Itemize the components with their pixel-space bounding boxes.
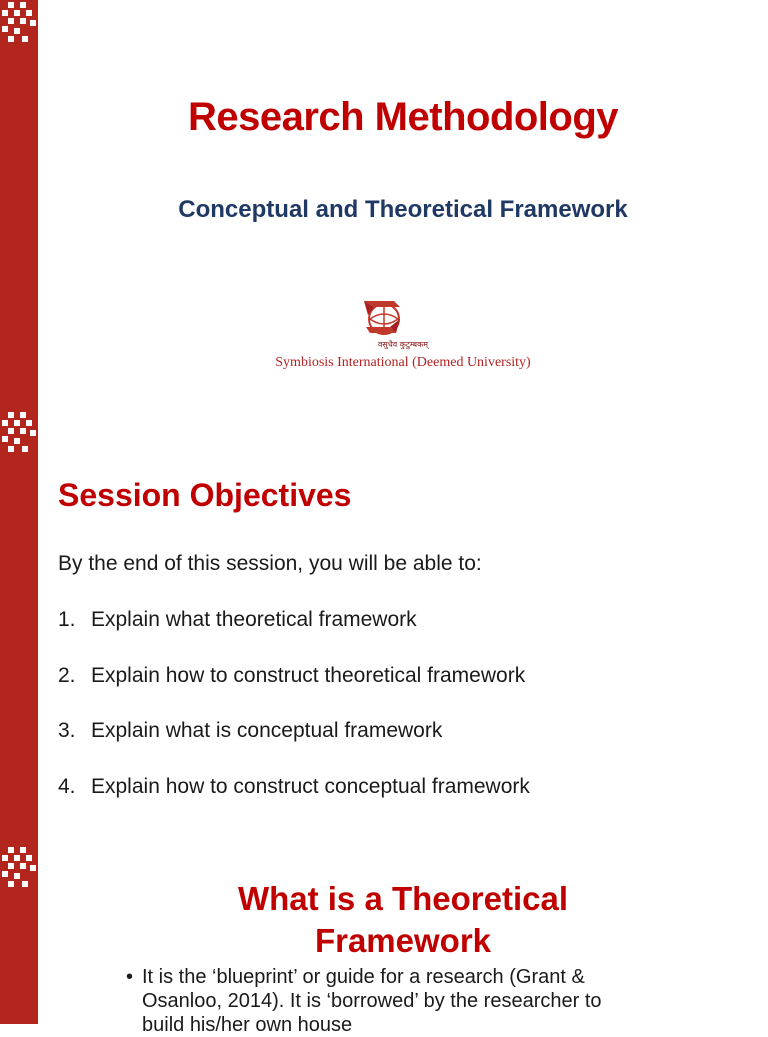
slide-heading [38, 878, 768, 962]
item-text: Explain how to construct conceptual framework [91, 774, 530, 798]
item-number: 4. [58, 774, 76, 798]
list-item [58, 775, 530, 831]
item-number: 2. [58, 663, 76, 687]
left-accent-bar [0, 410, 38, 845]
heading-line-2: Framework [314, 922, 492, 959]
slide-theoretical-framework [0, 845, 768, 1036]
item-number: 3. [58, 719, 76, 742]
bullet-text: It is the ‘blueprint’ or guide for a research (Grant & Osanloo, 2014). It is ‘borrowed’ by the researcher to build his/her own house [142, 966, 602, 1036]
objectives-list [58, 608, 530, 830]
list-item [58, 608, 530, 664]
heading-line-1: What is a Theoretical [237, 880, 569, 917]
slide-session-objectives [0, 410, 768, 845]
presentation-title: Research Methodology [187, 95, 619, 139]
slide-heading: Session Objectives [58, 477, 352, 513]
list-item [58, 719, 530, 775]
bullet-icon: • [126, 966, 134, 988]
slide-title [0, 0, 768, 410]
bullet-point [126, 965, 646, 1037]
pixel-pattern-decoration [0, 845, 38, 889]
item-text: Explain how to construct theoretical framework [91, 663, 526, 687]
motto-text: वसुधैव कुटुम्बकम् [377, 340, 429, 349]
presentation-subtitle: Conceptual and Theoretical Framework [178, 196, 628, 223]
list-item [58, 664, 530, 720]
pixel-pattern-decoration [0, 0, 38, 44]
symbiosis-logo-icon [360, 295, 404, 339]
intro-text: By the end of this session, you will be able to: [58, 552, 482, 575]
pixel-pattern-decoration [0, 410, 38, 454]
university-name: Symbiosis International (Deemed University) [275, 355, 531, 370]
item-text: Explain what theoretical framework [91, 608, 417, 631]
item-number: 1. [58, 608, 76, 631]
left-accent-bar [0, 0, 38, 410]
item-text: Explain what is conceptual framework [91, 719, 443, 742]
